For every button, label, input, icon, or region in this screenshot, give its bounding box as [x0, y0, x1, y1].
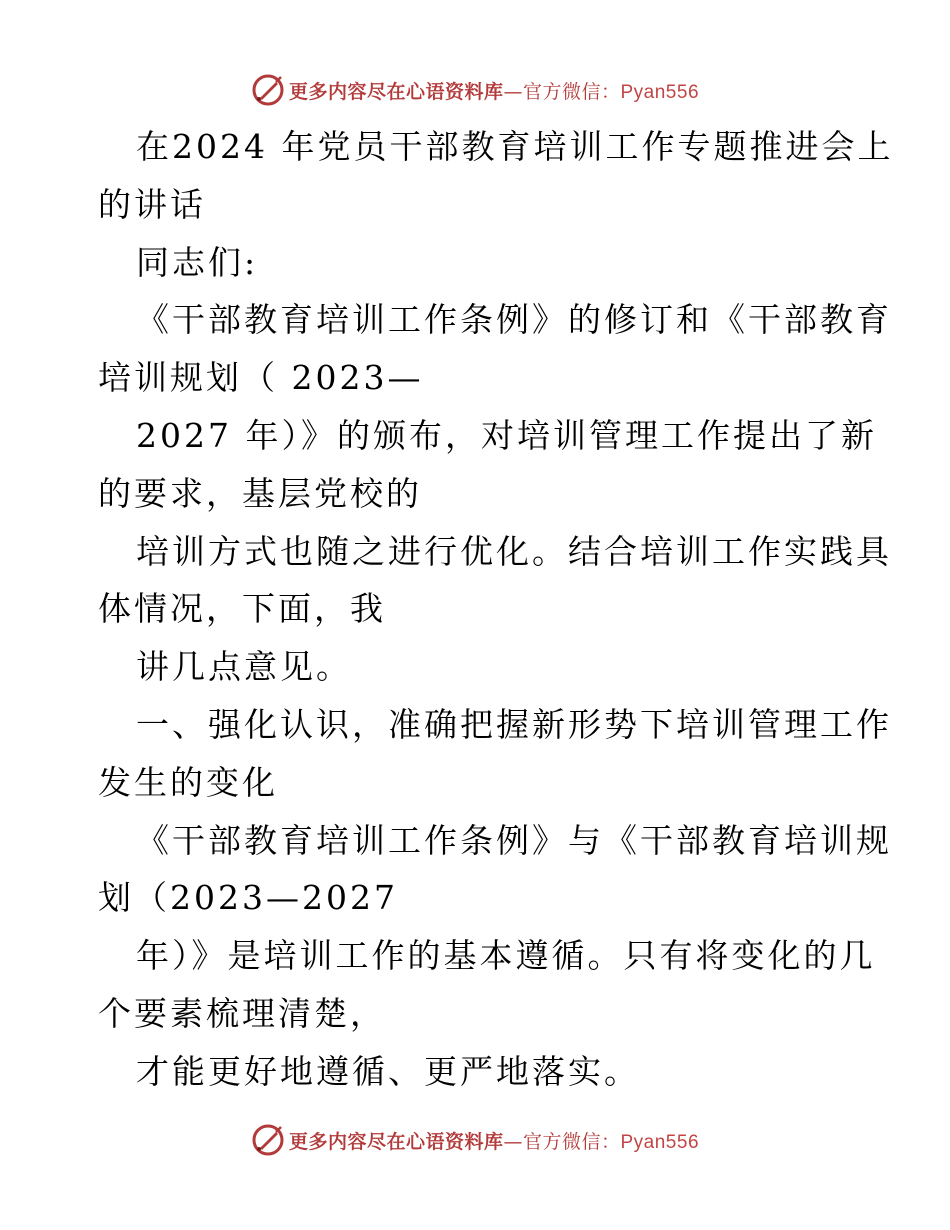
watermark-wechat-id: Pyan556: [620, 1131, 700, 1153]
text-line: 个要素梳理清楚，: [98, 993, 386, 1033]
watermark-wechat-id: Pyan556: [620, 81, 700, 103]
text-line: 在2024 年党员干部教育培训工作专题推进会上: [136, 127, 894, 166]
text-line: 2027 年）》的颁布，对培训管理工作提出了新: [136, 415, 877, 455]
text-line: 体情况，下面，我: [98, 589, 386, 629]
text-line: 划（2023—2027: [98, 878, 398, 918]
text-line: 的要求，基层党校的: [98, 473, 422, 513]
watermark-separator: —: [503, 80, 523, 103]
watermark-text: [289, 1127, 699, 1154]
watermark-separator: —: [503, 1130, 523, 1153]
watermark-text: [289, 77, 699, 104]
watermark-label: 官方微信：: [522, 1130, 621, 1153]
text-line: 年）》是培训工作的基本遵循。只有将变化的几: [136, 936, 876, 976]
text-line: 才能更好地遵循、更严地落实。: [136, 1051, 640, 1091]
text-line: 培训规划（ 2023—: [98, 358, 424, 398]
section-heading-line: 一、强化认识，准确把握新形势下培训管理工作: [136, 704, 892, 744]
text-line: 讲几点意见。: [136, 647, 352, 687]
footer-watermark: [0, 1122, 950, 1158]
header-watermark: [0, 72, 950, 108]
quill-pen-circle-icon: [251, 73, 285, 107]
text-line: 培训方式也随之进行优化。结合培训工作实践具: [136, 531, 892, 571]
document-body: [98, 118, 894, 1101]
text-line: 同志们:: [136, 242, 259, 282]
text-line: 《干部教育培训工作条例》与《干部教育培训规: [136, 820, 892, 860]
text-line: 的讲话: [98, 184, 206, 224]
quill-pen-circle-icon: [251, 1123, 285, 1157]
watermark-main-text: 更多内容尽在心语资料库: [288, 1130, 504, 1153]
section-heading-line: 发生的变化: [98, 762, 278, 802]
watermark-main-text: 更多内容尽在心语资料库: [288, 80, 504, 103]
watermark-label: 官方微信：: [522, 80, 621, 103]
text-line: 《干部教育培训工作条例》的修订和《干部教育: [136, 300, 892, 340]
